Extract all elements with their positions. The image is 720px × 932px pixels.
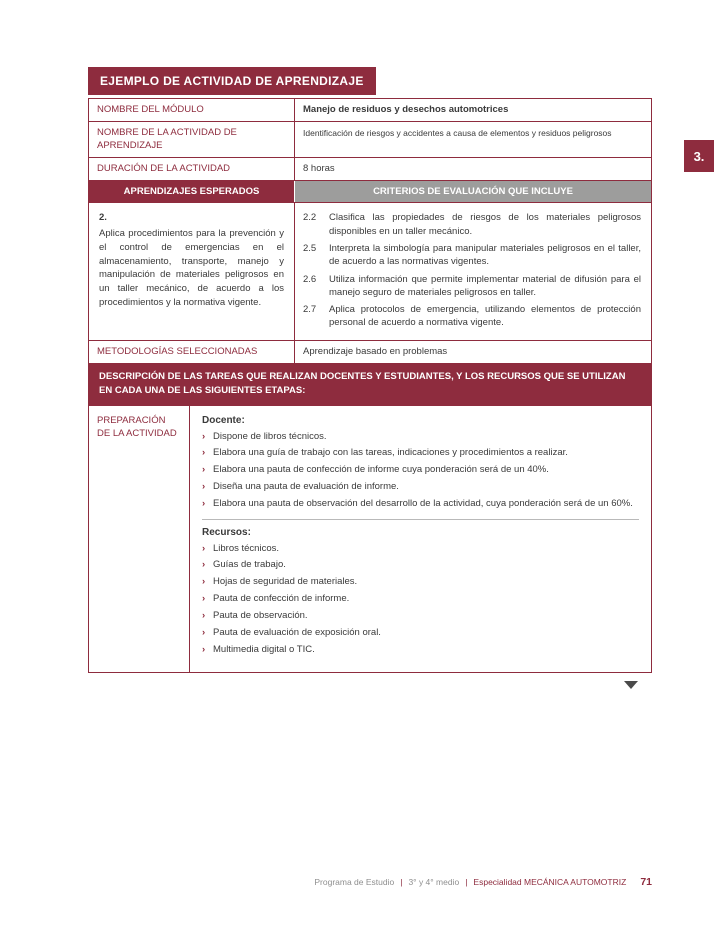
table-row-modulo [89, 99, 651, 122]
list-item-text: Elabora una pauta de observación del desarrollo de la actividad, cuya ponderación será de un 60%. [213, 497, 633, 509]
list-item [202, 576, 639, 589]
criterion-number: 2.7 [303, 304, 317, 316]
table-body-row [89, 203, 651, 340]
list-item [202, 431, 639, 444]
docente-heading: Docente: [202, 414, 245, 426]
list-item [202, 464, 639, 477]
footer-separator: | [400, 877, 403, 887]
criterion-number: 2.2 [303, 212, 317, 224]
row-label: NOMBRE DEL MÓDULO [97, 104, 204, 115]
bullet-icon: › [202, 609, 206, 621]
criterion-item [303, 303, 641, 330]
criterion-number: 2.5 [303, 242, 317, 254]
criterion-item [303, 273, 641, 300]
bullet-icon: › [202, 576, 206, 588]
recursos-heading: Recursos: [202, 526, 251, 538]
bullet-icon: › [202, 481, 206, 493]
criteria-cell [294, 203, 651, 339]
bullet-icon: › [202, 497, 206, 509]
table-row-metodologias [89, 341, 651, 364]
bullet-icon: › [202, 464, 206, 476]
list-item-text: Libros técnicos. [213, 542, 280, 554]
page-number: 71 [640, 876, 652, 888]
criterion-item [303, 242, 641, 269]
table-header-row [89, 181, 651, 203]
criterion-text: Aplica protocolos de emergencia, utilizando elementos de protección personal de acuerdo a normativa vigente. [329, 304, 641, 329]
bullet-icon: › [202, 447, 206, 459]
bullet-icon: › [202, 643, 206, 655]
page-footer [314, 876, 652, 888]
list-item [202, 559, 639, 572]
row-value: Aprendizaje basado en problemas [294, 341, 651, 363]
row-label: DURACIÓN DE LA ACTIVIDAD [97, 163, 231, 175]
list-item [202, 498, 639, 511]
activity-title: EJEMPLO DE ACTIVIDAD DE APRENDIZAJE [88, 67, 376, 95]
section-tab: 3. [684, 140, 714, 172]
list-item-text: Pauta de observación. [213, 609, 308, 621]
list-item [202, 593, 639, 606]
table-row-duracion [89, 158, 651, 181]
criterion-text: Interpreta la simbología para manipular materiales peligrosos en el taller, de acuerdo a las normativas vigentes. [329, 242, 641, 268]
expected-learning-number: 2. [99, 212, 107, 224]
row-value: Identificación de riesgos y accidentes a causa de elementos y residuos peligrosos [294, 122, 651, 157]
criterion-item [303, 211, 641, 238]
criterion-text: Utiliza información que permite implementar material de difusión para el manejo seguro de materiales peligrosos en taller. [329, 273, 641, 298]
criterion-text: Clasifica las propiedades de riesgos de los materiales peligrosos disponibles en un taller mecánico. [329, 212, 641, 237]
footer-specialty: Especialidad MECÁNICA AUTOMOTRIZ [473, 877, 627, 887]
stage-row [89, 406, 651, 673]
bullet-icon: › [202, 559, 206, 571]
list-item [202, 610, 639, 623]
list-item [202, 543, 639, 556]
page-content [88, 67, 652, 686]
list-item-text: Dispone de libros técnicos. [213, 430, 327, 442]
list-item [202, 627, 639, 640]
footer-separator: | [465, 877, 468, 887]
stage-label: PREPARACIÓN DE LA ACTIVIDAD [97, 414, 177, 439]
continuation-arrow-icon [624, 681, 638, 689]
recursos-section [202, 519, 639, 657]
table-row-actividad [89, 122, 651, 158]
bullet-icon: › [202, 430, 206, 442]
list-item [202, 644, 639, 657]
row-label: METODOLOGÍAS SELECCIONADAS [97, 345, 258, 357]
criterion-number: 2.6 [303, 273, 317, 285]
list-item-text: Pauta de confección de informe. [213, 593, 350, 605]
row-value: Manejo de residuos y desechos automotrices [294, 99, 651, 121]
row-value: 8 horas [294, 158, 651, 180]
list-item [202, 447, 639, 460]
footer-text [314, 877, 626, 887]
header-aprendizajes: APRENDIZAJES ESPERADOS [89, 181, 294, 202]
list-item-text: Elabora una guía de trabajo con las tareas, indicaciones y procedimientos a realizar. [213, 447, 568, 459]
list-item-text: Hojas de seguridad de materiales. [213, 576, 358, 588]
list-item-text: Guías de trabajo. [213, 559, 286, 571]
list-item [202, 481, 639, 494]
list-item-text: Pauta de evaluación de exposición oral. [213, 626, 381, 638]
expected-learning-text: Aplica procedimientos para la prevención y el control de emergencias en el almacenamiento, transporte, manejo y manipulación de materiales peligrosos en un taller mecánico, de acuerdo a los procedimientos y la normativa vigente. [99, 228, 284, 308]
continuation-strip [88, 676, 652, 686]
footer-grade: 3° y 4° medio [408, 877, 460, 887]
description-band: DESCRIPCIÓN DE LAS TAREAS QUE REALIZAN DOCENTES Y ESTUDIANTES, Y LOS RECURSOS QUE SE UTILIZAN EN CADA UNA DE LAS SIGUIENTES ETAPAS: [89, 364, 651, 406]
bullet-icon: › [202, 593, 206, 605]
stage-content [189, 406, 651, 673]
list-item-text: Multimedia digital o TIC. [213, 643, 315, 655]
expected-learning-cell [89, 203, 294, 339]
list-item-text: Elabora una pauta de confección de informe cuya ponderación será de un 40%. [213, 464, 549, 476]
header-criterios: CRITERIOS DE EVALUACIÓN QUE INCLUYE [294, 181, 651, 202]
footer-program: Programa de Estudio [314, 877, 395, 887]
activity-table [88, 98, 652, 673]
row-label: NOMBRE DE LA ACTIVIDAD DE APRENDIZAJE [97, 127, 237, 151]
list-item-text: Diseña una pauta de evaluación de informe. [213, 481, 399, 493]
bullet-icon: › [202, 626, 206, 638]
bullet-icon: › [202, 542, 206, 554]
